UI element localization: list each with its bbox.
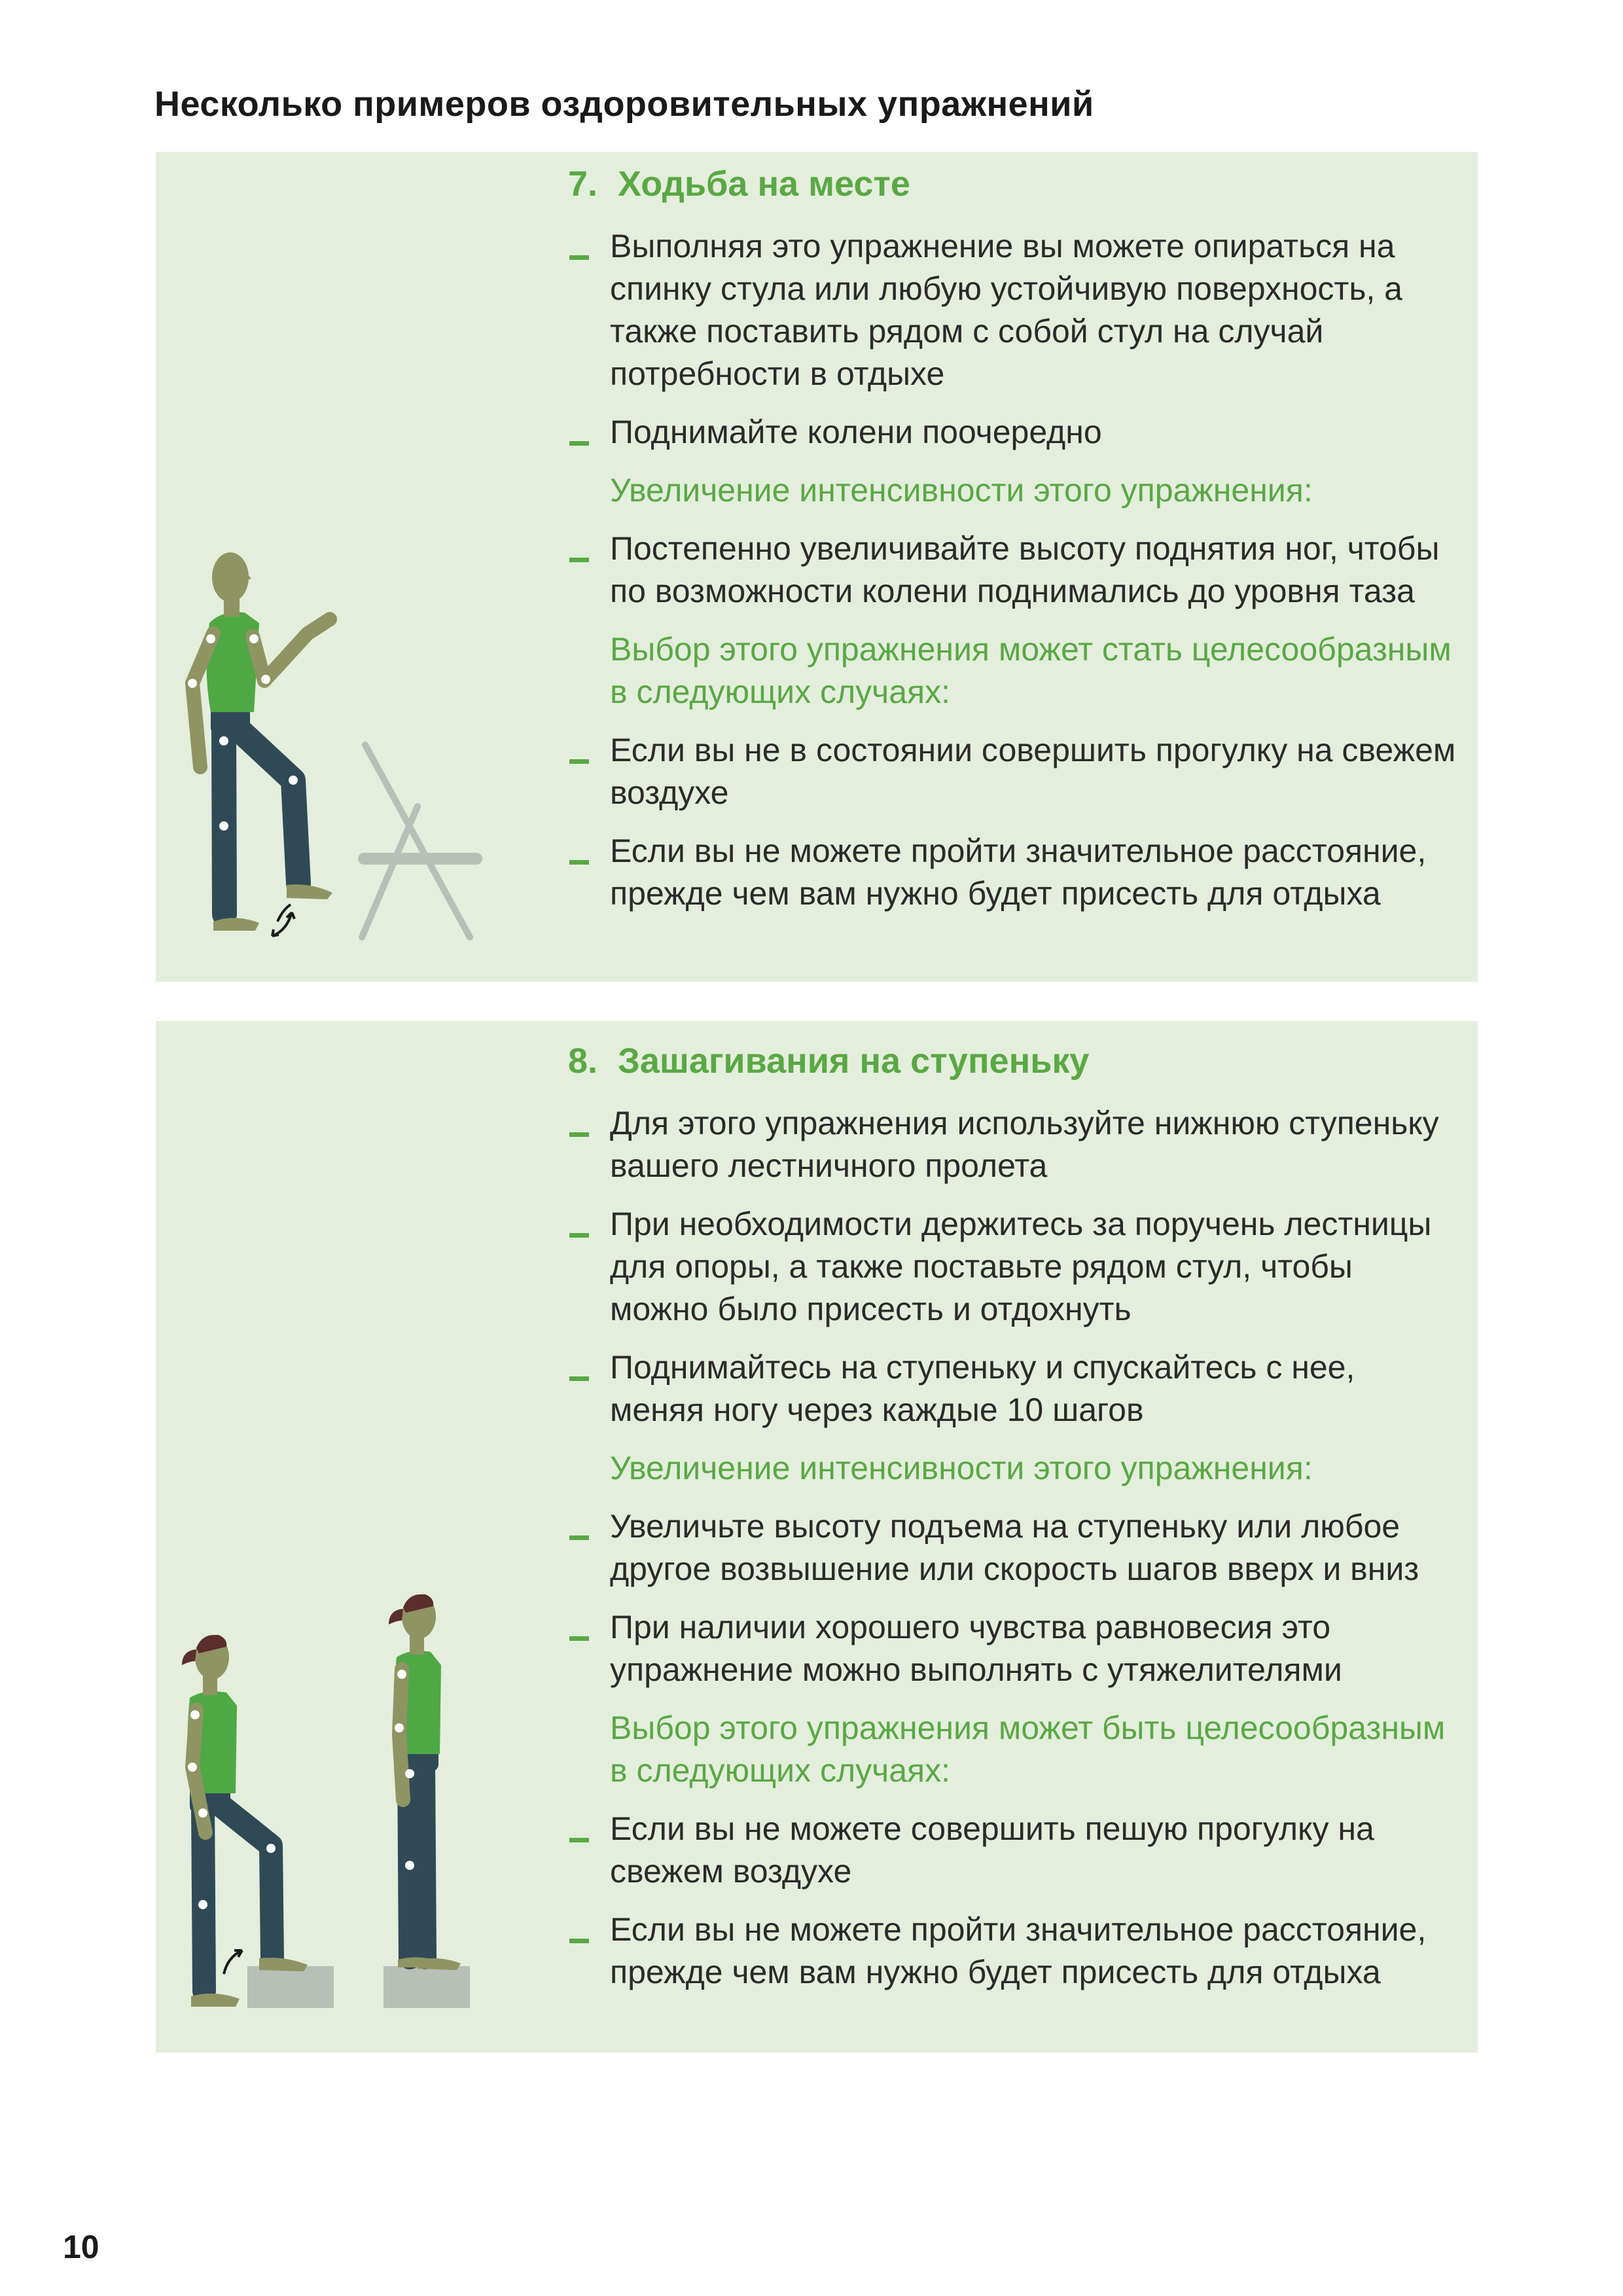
bullet-text: Если вы не можете пройти значительное расстояние, прежде чем вам нужно будет присесть для отдыха [610,833,1427,912]
dash-bullet-icon [569,1376,589,1381]
bullet-item [568,1909,1458,1994]
bullet-text: Если вы не можете совершить пешую прогулку на свежем воздухе [610,1810,1374,1890]
bullet-list [568,1505,1458,1691]
bullet-list [568,1102,1458,1431]
exercise-number: 7. [568,164,598,204]
step-up-illustration [156,1021,548,2053]
dash-bullet-icon [569,1838,589,1842]
bullet-text: Если вы не можете пройти значительное расстояние, прежде чем вам нужно будет присесть для отдыха [610,1911,1427,1991]
bullet-list [568,729,1458,915]
dash-bullet-icon [569,1636,589,1641]
exercise-title [568,1038,1458,1084]
intensity-heading: Увеличение интенсивности этого упражнения: [610,1450,1313,1487]
choice-heading: Выбор этого упражнения может стать целесообразным в следующих случаях: [610,631,1452,711]
walking-in-place-figure [188,552,332,936]
dash-bullet-icon [569,1233,589,1238]
bullet-list [568,1808,1458,1994]
bullet-item [568,729,1458,814]
bullet-list [568,528,1458,613]
page-title: Несколько примеров оздоровительных упражнений [154,84,1094,124]
step-up-figure [182,1635,308,2007]
dash-bullet-icon [569,1132,589,1137]
standing-figure [389,1594,461,1970]
bullet-item [568,1346,1458,1431]
exercise-8-text [568,1038,1458,2009]
bullet-item [568,830,1458,915]
dash-bullet-icon [569,1939,589,1943]
step-block [383,1966,470,2008]
exercise-title-text: Ходьба на месте [618,164,910,204]
bullet-item [568,1203,1458,1331]
bullet-item [568,411,1458,454]
exercise-7-text [568,161,1458,931]
bullet-item [568,1606,1458,1691]
bullet-item [568,1505,1458,1590]
bullet-text: Постепенно увеличивайте высоту поднятия ног, чтобы по возможности колени поднимались до уровня таза [610,530,1440,610]
dash-bullet-icon [569,558,589,562]
choice-heading: Выбор этого упражнения может быть целесообразным в следующих случаях: [610,1710,1446,1789]
bullet-text: Поднимайтесь на ступеньку и спускайтесь с нее, меняя ногу через каждые 10 шагов [610,1349,1355,1429]
bullet-text: Поднимайте колени поочередно [610,414,1102,451]
bullet-item [568,1808,1458,1893]
bullet-text: Увеличьте высоту подъема на ступеньку или любое другое возвышение или скорость шагов вверх и вниз [610,1508,1419,1588]
intensity-heading: Увеличение интенсивности этого упражнения: [610,472,1313,509]
step-arrow-icon [224,1950,242,1974]
exercise-panel-step-ups [156,1021,1478,2053]
dash-bullet-icon [569,1535,589,1540]
bullet-list [568,225,1458,454]
exercise-panel-walking-in-place [156,152,1478,982]
step-block [247,1966,334,2008]
exercise-title [568,161,1458,207]
exercise-title-text: Зашагивания на ступеньку [618,1041,1090,1081]
exercise-number: 8. [568,1041,598,1081]
rotation-arrow-icon [272,905,294,936]
bullet-item [568,1102,1458,1187]
bullet-text: При необходимости держитесь за поручень лестницы для опоры, а также поставьте рядом стул, чтобы можно было присесть и отдохнуть [610,1206,1432,1328]
bullet-item [568,225,1458,395]
dash-bullet-icon [569,255,589,260]
bullet-text: Выполняя это упражнение вы можете опираться на спинку стула или любую устойчивую поверхность, а также поставить рядом с собой стул на случай потребности в отдыхе [610,228,1402,393]
walking-in-place-illustration [156,152,548,982]
page-number: 10 [63,2229,99,2265]
bullet-text: Для этого упражнения используйте нижнюю ступеньку вашего лестничного пролета [610,1105,1439,1185]
bullet-text: При наличии хорошего чувства равновесия это упражнение можно выполнять с утяжелителями [610,1609,1342,1689]
dash-bullet-icon [569,441,589,446]
bullet-text: Если вы не в состоянии совершить прогулку на свежем воздухе [610,732,1456,812]
dash-bullet-icon [569,759,589,764]
bullet-item [568,528,1458,613]
dash-bullet-icon [569,860,589,865]
chair-illustration [362,745,476,937]
